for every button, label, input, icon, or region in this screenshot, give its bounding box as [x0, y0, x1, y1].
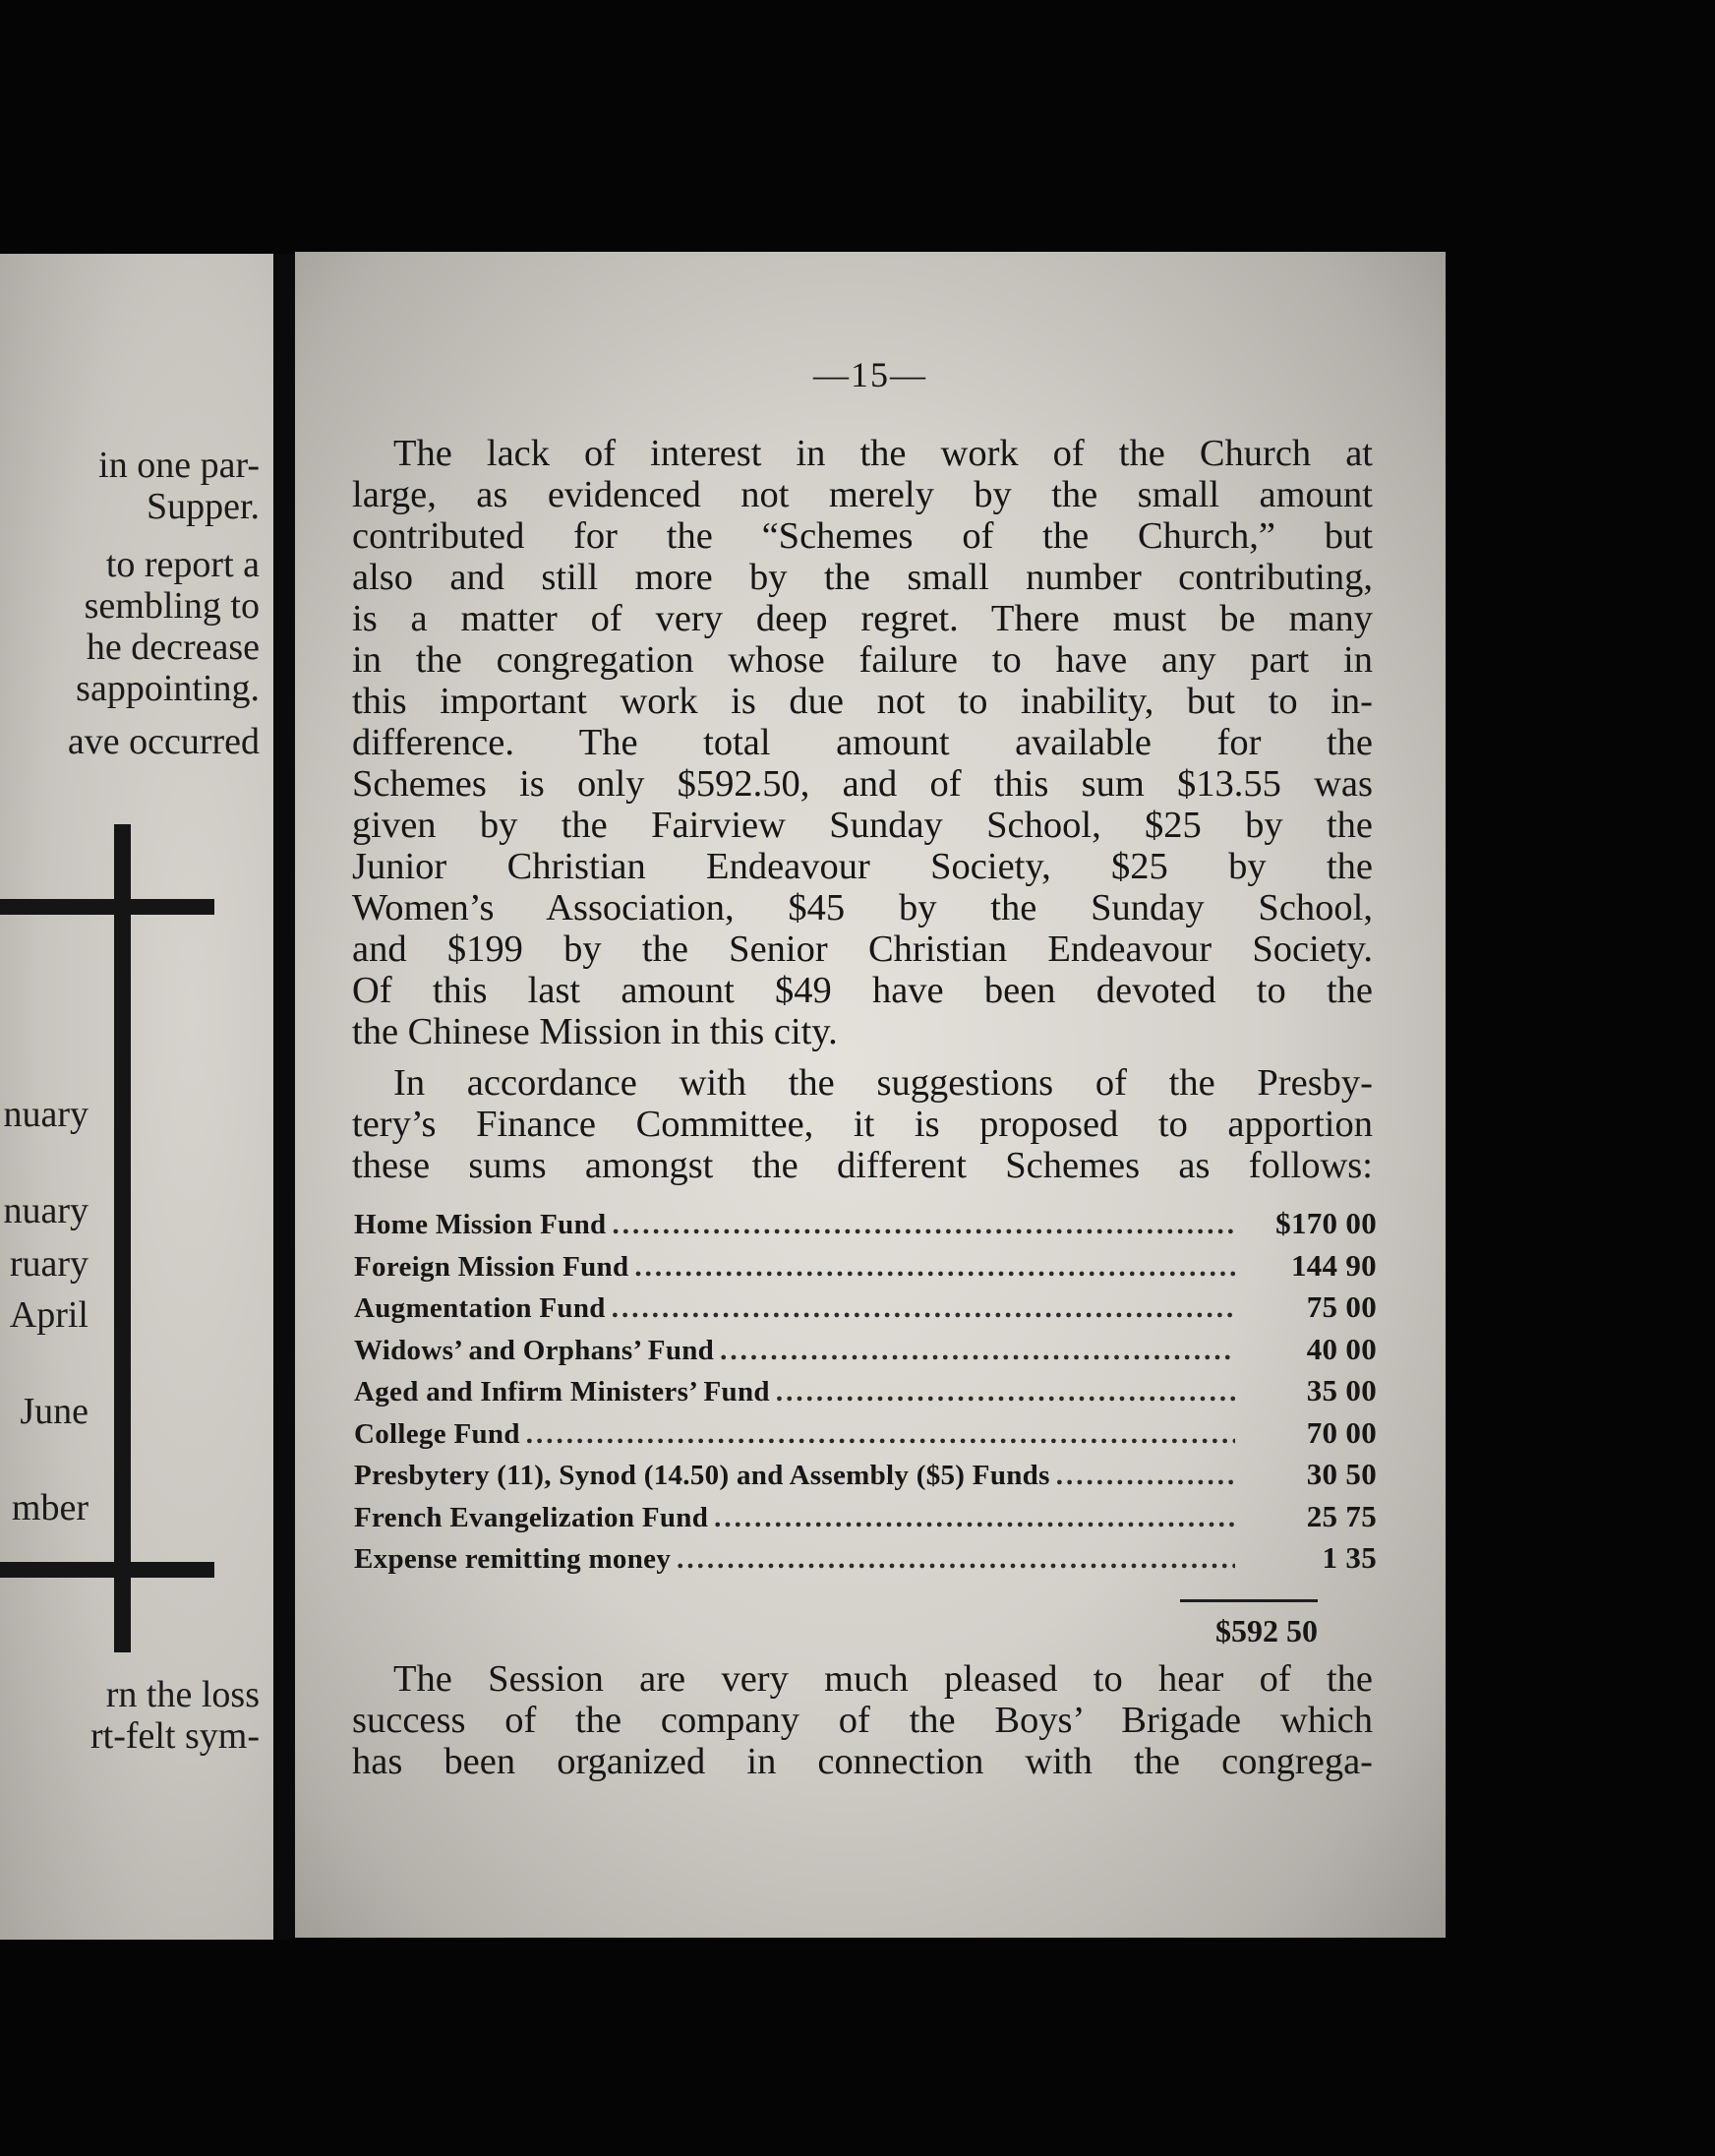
text-line: The lack of interest in the work of the Church at [393, 433, 1373, 474]
left-page-fragment [0, 254, 273, 1940]
left-page-month: mber [11, 1487, 89, 1528]
text-line: Women’s Association, $45 by the Sunday School, [352, 887, 1373, 928]
table-row [354, 1206, 1377, 1248]
table-horizontal-rule-bottom [0, 1562, 214, 1578]
table-row [354, 1248, 1377, 1290]
text-line: in the congregation whose failure to have any part in [352, 639, 1373, 681]
text-line: tery’s Finance Committee, it is proposed to apportion [352, 1104, 1373, 1145]
dot-leader [677, 1543, 1235, 1576]
table-row [354, 1289, 1377, 1332]
fund-amount: 75 00 [1306, 1289, 1377, 1324]
table-row [354, 1540, 1377, 1583]
fund-name: Augmentation Fund [354, 1292, 606, 1324]
fund-amount: 30 50 [1306, 1457, 1377, 1491]
left-page-line: in one par- [98, 445, 260, 486]
total-amount: $592 50 [1215, 1613, 1318, 1648]
table-horizontal-rule-top [0, 899, 214, 915]
table-row [354, 1332, 1377, 1374]
left-page-month: nuary [3, 1190, 89, 1231]
text-line: these sums amongst the different Schemes as follows: [352, 1145, 1373, 1186]
fund-amount: $170 00 [1275, 1206, 1377, 1240]
dot-leader [720, 1335, 1235, 1367]
text-line: has been organized in connection with the congrega- [352, 1741, 1373, 1782]
left-page-line: he decrease [86, 627, 260, 668]
text-line: The Session are very much pleased to hear of the [393, 1658, 1373, 1700]
left-page-month: ruary [9, 1243, 89, 1285]
left-page-line: sembling to [84, 585, 260, 627]
left-page-line: rn the loss [105, 1674, 260, 1715]
text-line: is a matter of very deep regret. There must be many [352, 598, 1373, 639]
fund-amount: 35 00 [1306, 1373, 1377, 1407]
text-line: the Chinese Mission in this city. [352, 1011, 838, 1052]
fund-name: Expense remitting money [354, 1543, 672, 1575]
dot-leader [1056, 1460, 1235, 1492]
total-underline [1180, 1599, 1318, 1602]
dot-leader [612, 1209, 1235, 1241]
table-vertical-rule [114, 824, 131, 1652]
paragraph-boys-brigade [352, 1658, 1373, 1782]
dot-leader [526, 1418, 1235, 1451]
table-row [354, 1457, 1377, 1499]
dot-leader [776, 1376, 1235, 1408]
left-page-line: rt-felt sym- [89, 1715, 260, 1757]
text-line: difference. The total amount available for the [352, 722, 1373, 763]
text-line: Schemes is only $592.50, and of this sum $13.55 was [352, 763, 1373, 805]
left-page-month: April [9, 1294, 89, 1336]
fund-amount: 70 00 [1306, 1414, 1377, 1450]
table-row [354, 1499, 1377, 1541]
fund-name: Foreign Mission Fund [354, 1250, 629, 1283]
fund-name: French Evangelization Fund [354, 1501, 709, 1533]
page-number: —15— [813, 355, 927, 394]
fund-name: College Fund [354, 1417, 520, 1450]
table-row [354, 1415, 1377, 1458]
fund-name: Home Mission Fund [354, 1209, 607, 1240]
text-line: In accordance with the suggestions of the Presby- [393, 1062, 1373, 1104]
dot-leader [612, 1292, 1235, 1325]
fund-name: Widows’ and Orphans’ Fund [354, 1334, 715, 1366]
text-line: Junior Christian Endeavour Society, $25 by the [352, 846, 1373, 887]
text-line: success of the company of the Boys’ Brigade which [352, 1700, 1373, 1741]
text-line: given by the Fairview Sunday School, $25 by the [352, 805, 1373, 846]
fund-apportionment-table [354, 1206, 1377, 1583]
left-page-month: June [20, 1391, 89, 1432]
paragraph-schemes [352, 433, 1373, 1052]
fund-amount: 144 90 [1290, 1247, 1377, 1283]
fund-name: Aged and Infirm Ministers’ Fund [354, 1376, 770, 1407]
fund-amount: 25 75 [1306, 1498, 1377, 1533]
left-page-line: ave occurred [67, 721, 260, 762]
paragraph-apportion [352, 1062, 1373, 1186]
left-page-line: sappointing. [76, 668, 260, 709]
text-line: large, as evidenced not merely by the small amount [352, 474, 1373, 515]
text-line: contributed for the “Schemes of the Church,” but [352, 515, 1373, 557]
text-line: and $199 by the Senior Christian Endeavour Society. [352, 928, 1373, 970]
text-line: Of this last amount $49 have been devoted to the [352, 970, 1373, 1011]
text-line: this important work is due not to inability, but to in- [352, 681, 1373, 722]
fund-name: Presbytery (11), Synod (14.50) and Assembly ($5) Funds [354, 1460, 1050, 1491]
fund-amount: 40 00 [1306, 1331, 1377, 1366]
dot-leader [634, 1251, 1235, 1284]
text-line: also and still more by the small number contributing, [352, 557, 1373, 598]
fund-amount: 1 35 [1322, 1540, 1377, 1575]
table-row [354, 1373, 1377, 1415]
dot-leader [714, 1502, 1235, 1534]
left-page-month: nuary [3, 1094, 89, 1135]
page-15 [295, 252, 1446, 1938]
page-gutter [273, 254, 295, 1940]
left-page-line: Supper. [146, 486, 260, 527]
left-page-line: to report a [105, 544, 260, 585]
